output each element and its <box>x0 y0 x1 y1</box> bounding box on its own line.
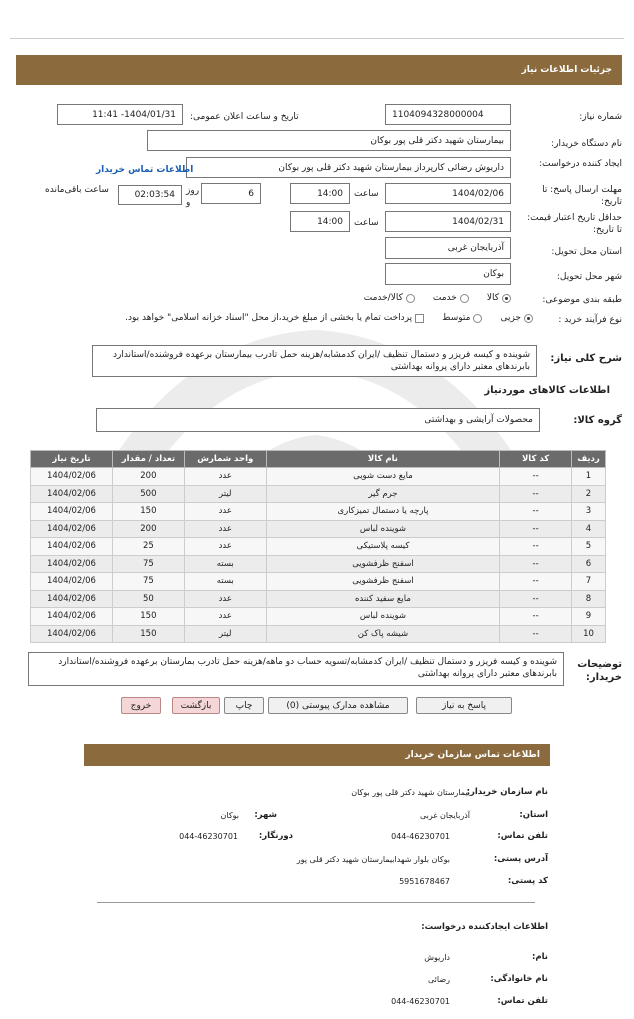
col-quantity: تعداد / مقدار <box>112 451 184 468</box>
summary-label: شرح کلی نیاز: <box>550 353 622 364</box>
category-options <box>346 293 511 303</box>
back-button[interactable]: بازگشت <box>172 697 220 714</box>
buyer-contact-link[interactable]: اطلاعات تماس خریدار <box>96 165 194 175</box>
contact-address-label: آدرس پستی: <box>493 854 548 864</box>
contact-province-label: استان: <box>519 810 548 820</box>
creator-info-title: اطلاعات ایجادکننده درخواست: <box>421 922 548 932</box>
summary-box: شوینده و کیسه فریزر و دستمال تنظیف /ایران کدمشابه/هزینه حمل تادرب بیمارستان برعهده فروشنده/استاندارد بابرندهای معتبر دارای پروانه بهداشتی <box>92 345 537 377</box>
deadline-time-field: 14:00 <box>290 183 350 204</box>
validity-date-field: 1404/02/31 <box>385 211 511 232</box>
contact-city-value: بوکان <box>220 811 239 820</box>
contact-org-label: نام سازمان خریدار: <box>466 787 548 797</box>
col-row-number: ردیف <box>572 451 606 468</box>
process-label: نوع فرآیند خرید : <box>558 315 622 325</box>
items-table <box>30 450 606 643</box>
creator-field: داریوش رضائی کارپرداز بیمارستان شهید دکتر قلی پور بوکان <box>186 157 511 178</box>
contact-section-title: اطلاعات تماس سازمان خریدار <box>84 744 550 766</box>
days-label: روز <box>186 186 200 196</box>
province-field: آذربایجان غربی <box>385 237 511 259</box>
category-label: طبقه بندی موضوعی: <box>542 295 622 305</box>
deadline-label: مهلت ارسال پاسخ: تا تاریخ: <box>542 185 622 207</box>
contact-phone-value: 044-46230701 <box>391 832 450 841</box>
table-row: 9 -- شوینده لباس عدد 150 1404/02/06 <box>31 608 606 626</box>
process-options <box>107 313 533 323</box>
radio-selected-icon <box>502 294 511 303</box>
deadline-time-label: ساعت <box>354 189 379 199</box>
announce-field: 1404/01/31- 11:41 <box>57 104 183 125</box>
contact-divider <box>97 902 535 903</box>
col-item-code: کد کالا <box>500 451 572 468</box>
exit-button[interactable]: خروج <box>121 697 161 714</box>
contact-province-value: آذربایجان غربی <box>419 811 470 820</box>
radio-icon <box>460 294 469 303</box>
contact-phone-label: تلفن تماس: <box>497 831 548 841</box>
view-attachments-button[interactable]: مشاهده مدارک پیوستی (0) <box>268 697 408 714</box>
category-option-goods[interactable]: کالا <box>487 293 511 303</box>
city-field: بوکان <box>385 263 511 285</box>
creator-family-value: رضائی <box>428 975 450 984</box>
category-option-both[interactable]: کالا/خدمت <box>364 293 415 303</box>
need-number-field: 1104094328000004 <box>385 104 511 125</box>
goods-group-field: محصولات آرایشی و بهداشتی <box>96 408 540 432</box>
remaining-time-field: 02:03:54 <box>118 185 182 205</box>
days-remaining-field: 6 <box>201 183 261 204</box>
page-title: جزئیات اطلاعات نیاز <box>16 55 622 85</box>
table-row: 6 -- اسفنج ظرفشویی بسته 75 1404/02/06 <box>31 555 606 573</box>
validity-time-label: ساعت <box>354 218 379 228</box>
col-item-name: نام کالا <box>266 451 499 468</box>
buyer-notes-label: توضیحات خریدار: <box>577 659 622 683</box>
top-divider <box>10 38 624 39</box>
print-button[interactable]: چاپ <box>224 697 264 714</box>
deadline-date-field: 1404/02/06 <box>385 183 511 204</box>
col-unit: واحد شمارش <box>184 451 266 468</box>
days-conjunction: و <box>186 198 191 208</box>
table-row: 5 -- کیسه پلاستیکی عدد 25 1404/02/06 <box>31 538 606 556</box>
table-row: 2 -- جرم گیر لیتر 500 1404/02/06 <box>31 485 606 503</box>
goods-group-label: گروه کالا: <box>573 415 622 426</box>
checkbox-icon <box>415 314 424 323</box>
announce-label: تاریخ و ساعت اعلان عمومی: <box>190 112 299 122</box>
creator-phone-value: 044-46230701 <box>391 997 450 1006</box>
buyer-org-field: بیمارستان شهید دکتر قلی پور بوکان <box>147 130 511 151</box>
table-row: 10 -- شیشه پاک کن لیتر 150 1404/02/06 <box>31 625 606 643</box>
buyer-org-label: نام دستگاه خریدار: <box>551 139 622 149</box>
contact-fax-value: 044-46230701 <box>179 832 238 841</box>
goods-section-title: اطلاعات کالاهای موردنیاز <box>484 385 610 396</box>
radio-icon <box>473 314 482 323</box>
remaining-time-label: ساعت باقی‌مانده <box>45 185 109 195</box>
contact-postal-label: کد پستی: <box>507 876 548 886</box>
table-row: 8 -- مایع سفید کننده عدد 50 1404/02/06 <box>31 590 606 608</box>
contact-postal-value: 5951678467 <box>399 877 450 886</box>
table-header-row <box>31 451 606 468</box>
col-need-date: تاریخ نیاز <box>31 451 113 468</box>
creator-name-value: داریوش <box>424 953 450 962</box>
validity-time-field: 14:00 <box>290 211 350 232</box>
process-option-minor[interactable]: جزیی <box>500 313 533 323</box>
table-row: 3 -- پارچه یا دستمال تمیزکاری عدد 150 1404/02/06 <box>31 503 606 521</box>
creator-phone-label: تلفن تماس: <box>497 996 548 1006</box>
province-label: استان محل تحویل: <box>551 247 622 257</box>
reply-button[interactable]: پاسخ به نیاز <box>416 697 512 714</box>
creator-name-label: نام: <box>531 952 548 962</box>
items-table-wrapper <box>30 450 606 643</box>
contact-city-label: شهر: <box>254 810 277 820</box>
buyer-notes-box: شوینده و کیسه فریزر و دستمال تنظیف /ایران کدمشابه/تسویه حساب دو ماهه/هزینه حمل تادرب بمارستان برعهده فروشنده/استاندارد بابرندهای معتبر دارای پروانه بهداشتی <box>28 652 564 686</box>
table-row: 4 -- شوینده لباس عدد 200 1404/02/06 <box>31 520 606 538</box>
table-row: 1 -- مایع دست شویی عدد 200 1404/02/06 <box>31 468 606 486</box>
table-row: 7 -- اسفنج ظرفشویی بسته 75 1404/02/06 <box>31 573 606 591</box>
creator-label: ایجاد کننده درخواست: <box>539 159 622 169</box>
validity-label: حداقل تاریخ اعتبار قیمت: تا تاریخ: <box>527 213 622 235</box>
treasury-payment-option[interactable]: پرداخت تمام یا بخشی از مبلغ خرید،از محل "اسناد خزانه اسلامی" خواهد بود. <box>125 313 424 323</box>
creator-family-label: نام خانوادگی: <box>490 974 548 984</box>
contact-org-value: بیمارستان شهید دکتر قلی پور بوکان <box>351 788 470 797</box>
category-option-service[interactable]: خدمت <box>433 293 469 303</box>
contact-fax-label: دورنگار: <box>258 831 293 841</box>
radio-icon <box>406 294 415 303</box>
need-number-label: شماره نیاز: <box>579 112 622 122</box>
process-option-medium[interactable]: متوسط <box>442 313 482 323</box>
contact-address-value: بوکان بلوار شهدابیمارستان شهید دکتر قلی پور <box>296 855 450 864</box>
radio-selected-icon <box>524 314 533 323</box>
city-label: شهر محل تحویل: <box>556 272 622 282</box>
